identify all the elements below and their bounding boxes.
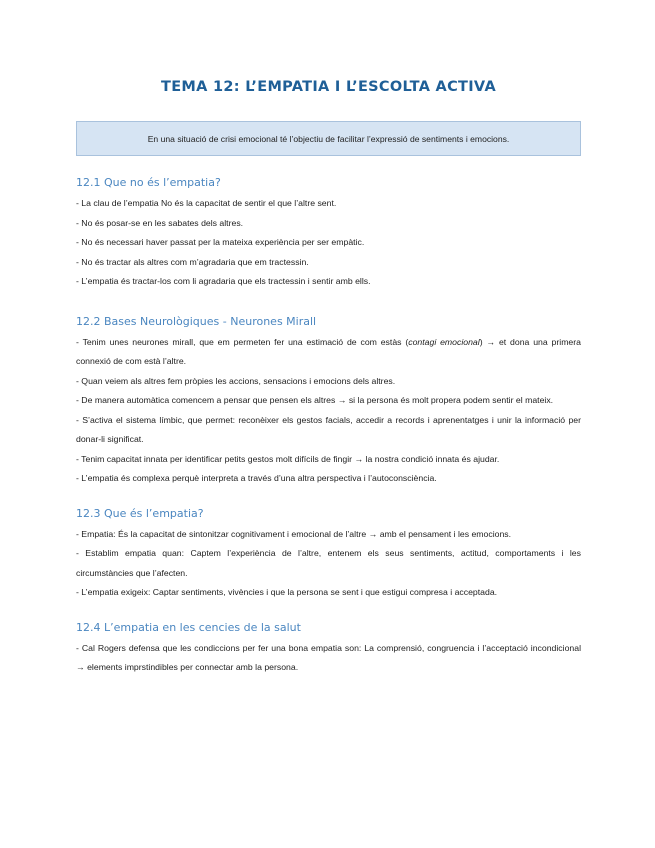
text-fragment: - Tenim unes neurones mirall, que em permeten fer una estimació de com estàs (	[76, 336, 409, 347]
list-item	[76, 333, 581, 372]
section-what-empathy-is-not	[76, 176, 581, 292]
section-heading: 12.1 Que no és l’empatia?	[76, 176, 221, 189]
document-page	[76, 0, 581, 678]
list-item: - Tenim capacitat innata per identificar petits gestos molt difícils de fingir → la nostra condició innata és ajudar.	[76, 453, 500, 464]
text-fragment: ) → et dona una primera connexió de com està l’altre.	[76, 336, 581, 366]
section-heading: 12.3 Que és l’empatia?	[76, 506, 204, 520]
list-item: - L’empatia exigeix: Captar sentiments, vivències i que la persona se sent i que estigui compresa i acceptada.	[76, 587, 498, 597]
section-what-empathy-is	[76, 507, 581, 603]
page-title: TEMA 12: L’EMPATIA I L’ESCOLTA ACTIVA	[161, 79, 496, 95]
section-heading: 12.4 L’empatia en les cencies de la salut	[76, 620, 301, 634]
intro-callout-text: En una situació de crisi emocional té l’objectiu de facilitar l’expressió de sentiments i emocions.	[147, 133, 510, 144]
list-item: - No és tractar als altres com m’agradaria que em tractessin.	[76, 256, 309, 267]
list-item: - L’empatia és complexa perquè interpreta a través d’una altra perspectiva i l’autoconsciència.	[76, 473, 437, 483]
section-mirror-neurons	[76, 315, 581, 489]
list-item: - Quan veiem als altres fem pròpies les accions, sensacions i emocions dels altres.	[76, 375, 396, 386]
intro-callout-box	[76, 121, 581, 156]
list-item: - S’activa el sistema límbic, que permet: reconèixer els gestos facials, accedir a records i aprenentatges i unir la informació per donar-li significat.	[76, 414, 581, 444]
list-item: - Cal Rogers defensa que les condiccions per fer una bona empatia son: La comprensió, congruencia i l’acceptació incondicional → elements imprstindibles per connectar amb la persona.	[76, 642, 581, 672]
list-item: - La clau de l’empatia No és la capacitat de sentir el que l’altre sent.	[76, 198, 337, 208]
section-heading: 12.2 Bases Neurològiques - Neurones Mirall	[76, 314, 317, 328]
italic-term: contagi emocional	[408, 336, 480, 347]
list-item: - Empatia: És la capacitat de sintonitzar cognitivament i emocional de l’altre → amb el pensament i les emocions.	[76, 528, 512, 539]
list-item: - No és necessari haver passat per la mateixa experiència per ser empàtic.	[76, 237, 365, 247]
section-empathy-health-sciences	[76, 621, 581, 678]
list-item: - No és posar-se en les sabates dels altres.	[76, 217, 244, 228]
list-item: - De manera automàtica comencem a pensar que pensen els altres → si la persona és molt propera podem sentir el mateix.	[76, 395, 554, 405]
list-item: - Establim empatia quan: Captem l’experiència de l’altre, entenem els seus sentiments, actitud, comportaments i les circumstàncies que l’afecten.	[76, 548, 581, 578]
list-item: - L’empatia és tractar-los com li agradaria que els tractessin i sentir amb ells.	[76, 276, 371, 286]
